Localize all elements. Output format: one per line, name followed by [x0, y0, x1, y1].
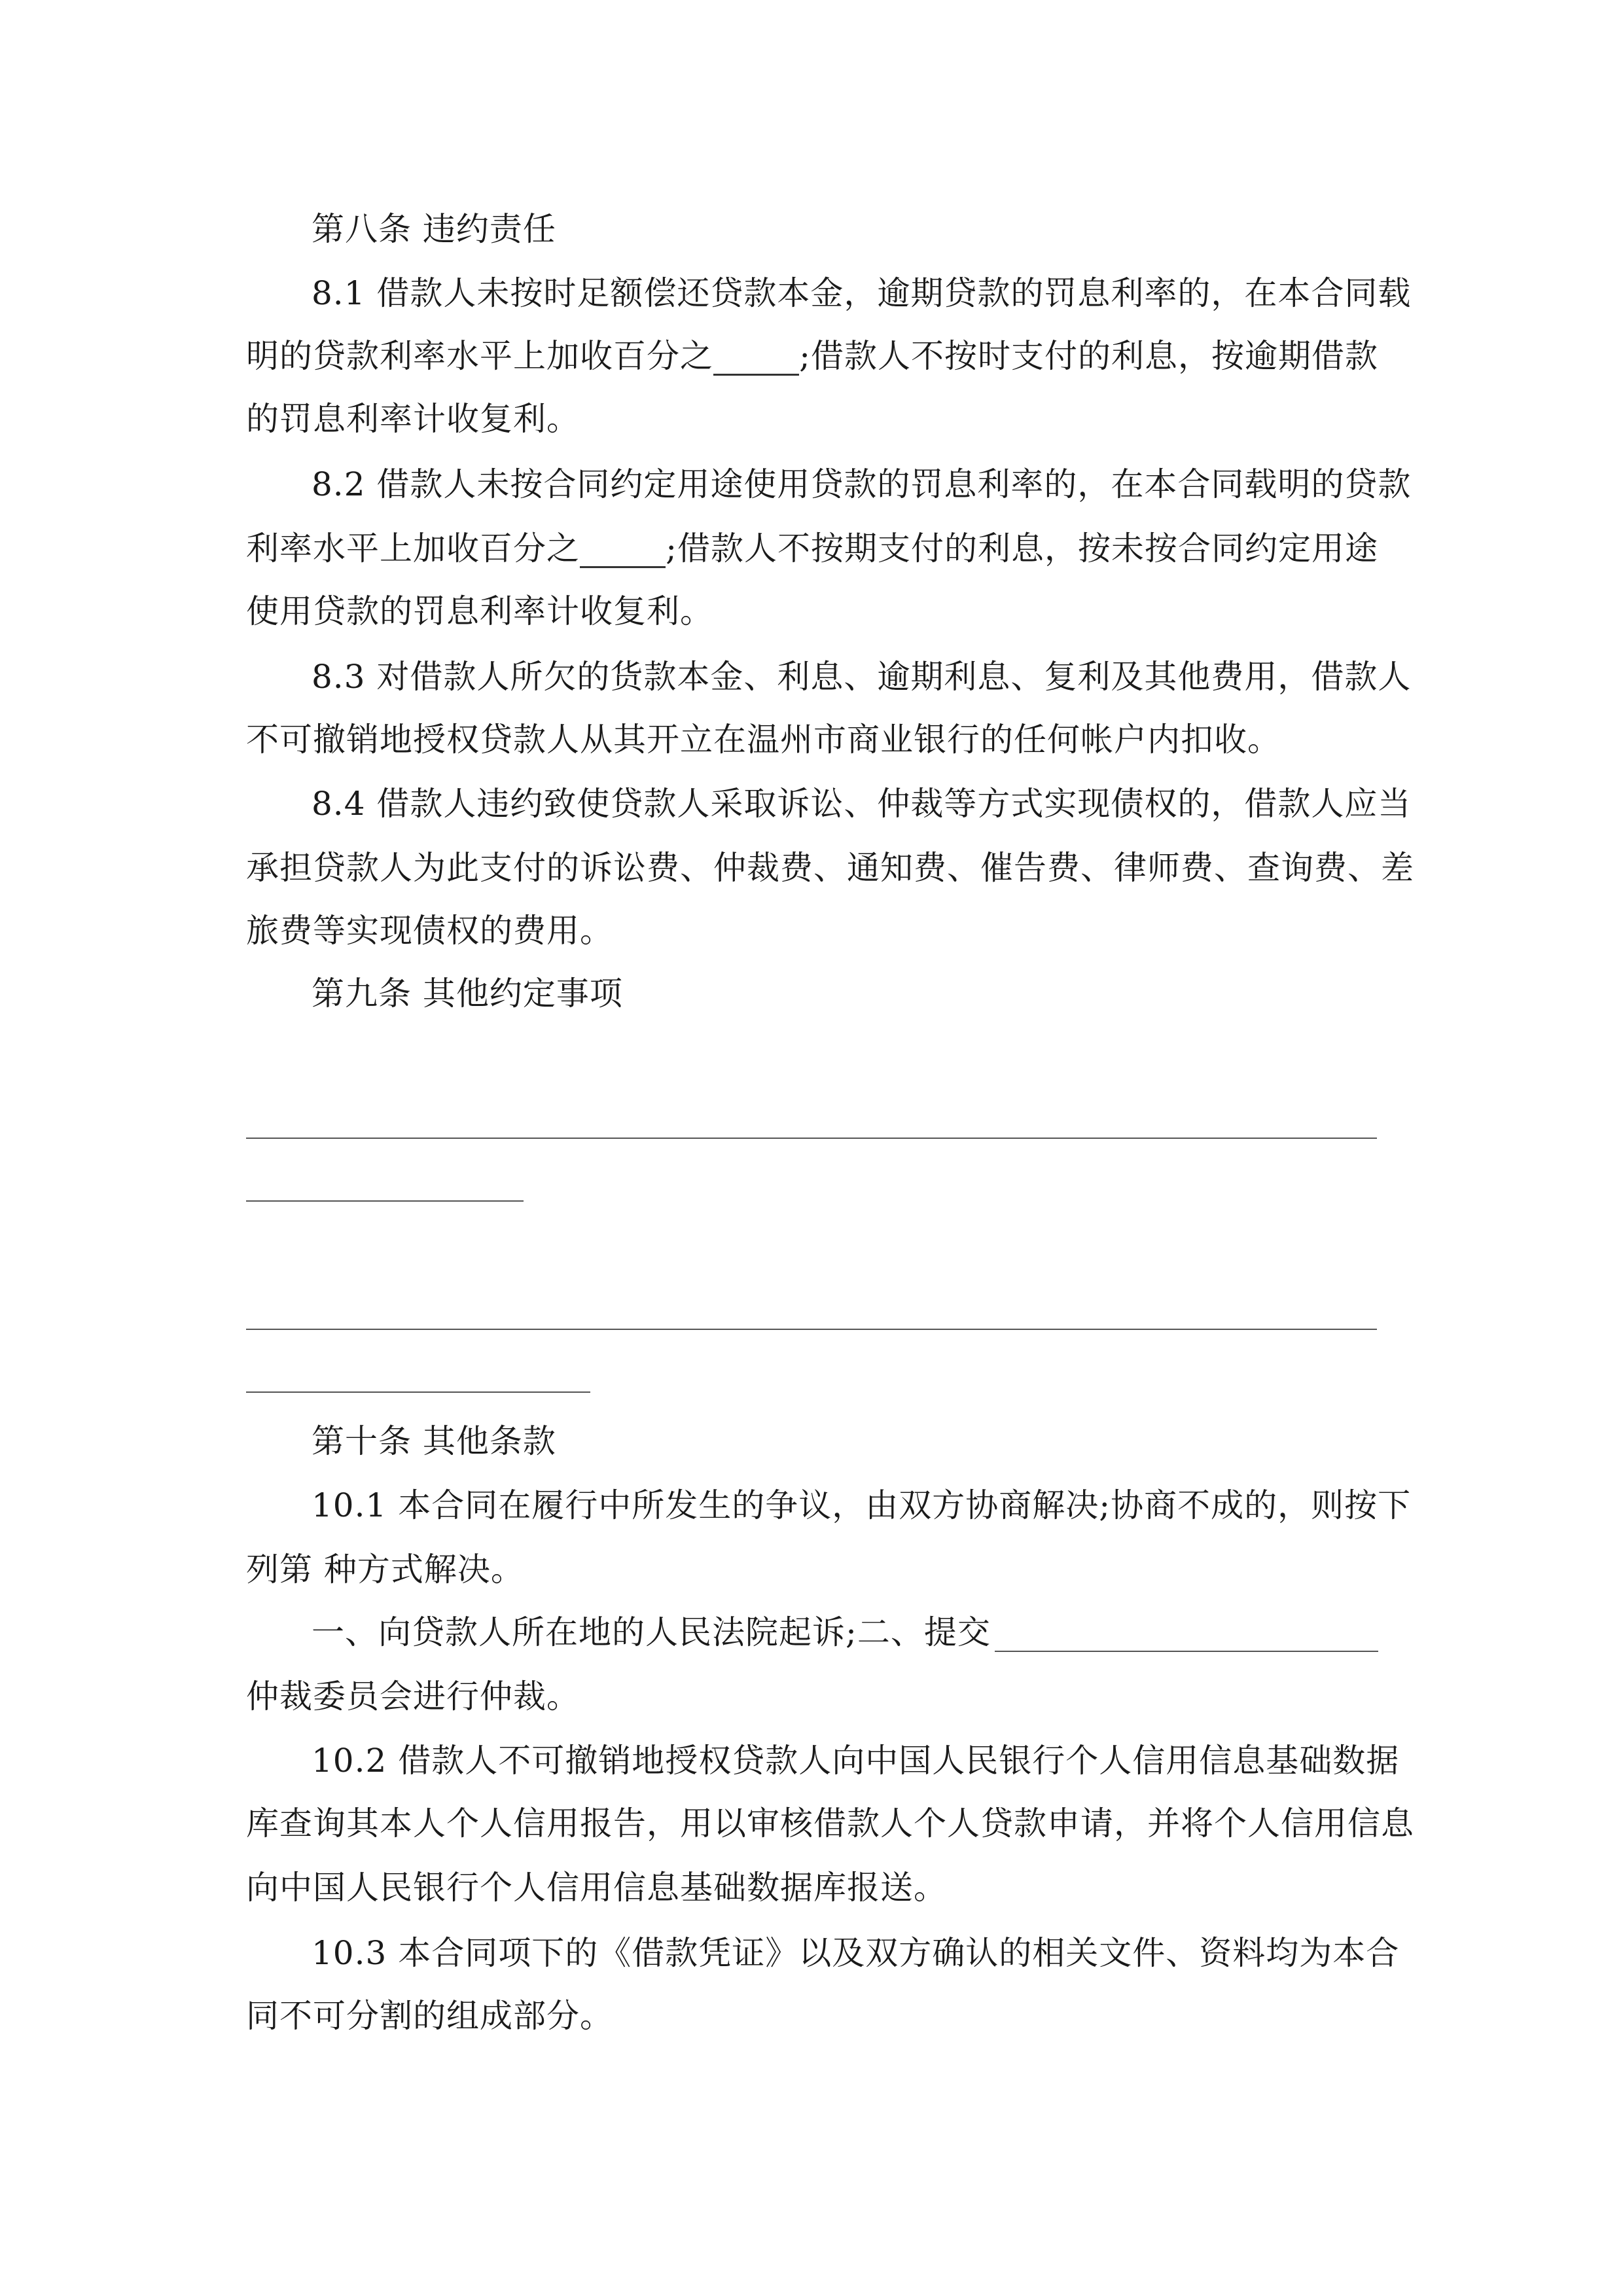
fill-line-1[interactable]	[246, 1138, 1377, 1139]
clause-8-2-line-2a: 利率水平上加收百分之	[246, 529, 580, 567]
clause-10-3-line-1: 10.3 本合同项下的《借款凭证》以及双方确认的相关文件、资料均为本合	[312, 1934, 1400, 1972]
clause-10-2-line-2: 库查询其本人个人信用报告，用以审核借款人个人贷款申请，并将个人信用信息	[246, 1804, 1414, 1842]
clause-10-1-line-3	[312, 1613, 1378, 1652]
clause-10-1-line-1: 10.1 本合同在履行中所发生的争议，由双方协商解决;协商不成的，则按下	[312, 1486, 1412, 1524]
clause-8-1-line-2a: 明的贷款利率水平上加收百分之	[246, 337, 713, 375]
clause-8-3-line-1: 8.3 对借款人所欠的货款本金、利息、逾期利息、复利及其他费用，借款人	[312, 658, 1412, 696]
clause-10-2-line-1: 10.2 借款人不可撤销地授权贷款人向中国人民银行个人信用信息基础数据	[312, 1742, 1400, 1780]
clause-8-2-line-2	[246, 529, 1378, 568]
clause-8-2-line-3: 使用贷款的罚息利率计收复利。	[246, 592, 713, 630]
clause-10-3-line-2: 同不可分割的组成部分。	[246, 1997, 613, 2035]
article-8-heading: 第八条 违约责任	[312, 210, 556, 248]
clause-8-2-line-2b: ;借款人不按期支付的利息，按未按合同约定用途	[666, 529, 1378, 567]
clause-8-3-line-2: 不可撤销地授权贷款人从其开立在温州市商业银行的任何帐户内扣收。	[246, 721, 1281, 759]
clause-8-4-line-3: 旅费等实现债权的费用。	[246, 912, 613, 950]
clause-8-1-line-2b: ;借款人不按时支付的利息，按逾期借款	[799, 337, 1378, 375]
clause-10-2-line-3: 向中国人民银行个人信用信息基础数据库报送。	[246, 1869, 947, 1907]
fill-line-4[interactable]	[246, 1391, 590, 1393]
fill-line-2[interactable]	[246, 1200, 524, 1202]
clause-8-1-line-3: 的罚息利率计收复利。	[246, 400, 580, 438]
clause-8-4-line-1: 8.4 借款人违约致使贷款人采取诉讼、仲裁等方式实现债权的，借款人应当	[312, 785, 1412, 823]
article-9-heading: 第九条 其他约定事项	[312, 975, 623, 1013]
blank-percentage-8-2[interactable]	[580, 536, 666, 568]
clause-8-4-line-2: 承担贷款人为此支付的诉讼费、仲裁费、通知费、催告费、律师费、查询费、差	[246, 849, 1414, 887]
clause-8-2-line-1: 8.2 借款人未按合同约定用途使用贷款的罚息利率的，在本合同载明的贷款	[312, 465, 1412, 503]
blank-percentage-8-1[interactable]	[713, 344, 799, 376]
clause-10-1-line-4: 仲裁委员会进行仲裁。	[246, 1677, 580, 1715]
article-10-heading: 第十条 其他条款	[312, 1422, 556, 1460]
fill-line-3[interactable]	[246, 1329, 1377, 1330]
clause-8-1-line-1: 8.1 借款人未按时足额偿还贷款本金，逾期贷款的罚息利率的，在本合同载	[312, 274, 1412, 312]
clause-10-1-line-2: 列第 种方式解决。	[246, 1551, 524, 1588]
clause-8-1-line-2	[246, 336, 1378, 376]
clause-10-1-line-3-text: 一、向贷款人所在地的人民法院起诉;二、提交	[312, 1613, 991, 1651]
blank-arbitration-committee[interactable]	[995, 1621, 1378, 1652]
